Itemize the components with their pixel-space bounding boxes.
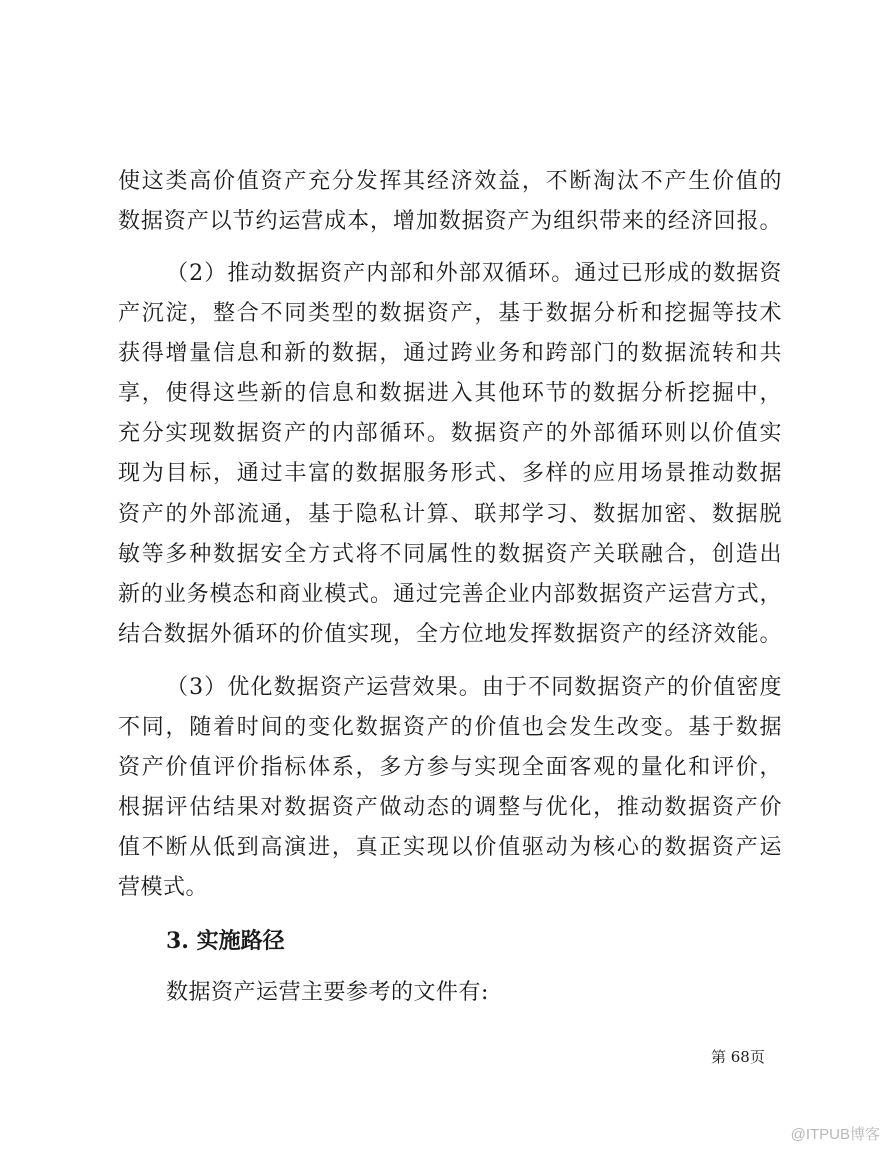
paragraph-2-line-4: 享，使得这些新的信息和数据进入其他环节的数据分析挖掘中， <box>118 381 782 406</box>
paragraph-3-line-1: （3）优化数据资产运营效果。由于不同数据资产的价值密度 <box>166 675 782 700</box>
page-number: 第 68页 <box>711 1048 765 1066</box>
paragraph-3-line-4: 根据评估结果对数据资产做动态的调整与优化，推动数据资产价 <box>118 795 782 820</box>
paragraph-2-line-3: 获得增量信息和新的数据，通过跨业务和跨部门的数据流转和共 <box>118 341 782 366</box>
section-intro: 数据资产运营主要参考的文件有: <box>166 980 489 1005</box>
paragraph-3-line-6: 营模式。 <box>118 875 209 900</box>
watermark: @ITPUB博客 <box>790 1126 880 1143</box>
paragraph-2-line-1: （2）推动数据资产内部和外部双循环。通过已形成的数据资 <box>166 261 782 286</box>
paragraph-2-line-6: 现为目标，通过丰富的数据服务形式、多样的应用场景推动数据 <box>118 461 782 486</box>
paragraph-2-line-2: 产沉淀，整合不同类型的数据资产，基于数据分析和挖掘等技术 <box>118 301 782 326</box>
paragraph-2-line-10: 结合数据外循环的价值实现，全方位地发挥数据资产的经济效能。 <box>118 622 782 647</box>
paragraph-2-line-8: 敏等多种数据安全方式将不同属性的数据资产关联融合，创造出 <box>118 542 782 567</box>
paragraph-2-line-5: 充分实现数据资产的内部循环。数据资产的外部循环则以价值实 <box>118 421 782 446</box>
paragraph-2-line-9: 新的业务模态和商业模式。通过完善企业内部数据资产运营方式， <box>118 582 782 607</box>
section-heading: 3. 实施路径 <box>166 928 285 954</box>
paragraph-1-line-2: 数据资产以节约运营成本，增加数据资产为组织带来的经济回报。 <box>118 209 782 234</box>
paragraph-3-line-3: 资产价值评价指标体系，多方参与实现全面客观的量化和评价， <box>118 755 782 780</box>
paragraph-3-line-5: 值不断从低到高演进，真正实现以价值驱动为核心的数据资产运 <box>118 835 782 860</box>
paragraph-3-line-2: 不同，随着时间的变化数据资产的价值也会发生改变。基于数据 <box>118 715 782 740</box>
paragraph-1-line-1: 使这类高价值资产充分发挥其经济效益，不断淘汰不产生价值的 <box>118 169 782 194</box>
paragraph-2-line-7: 资产的外部流通，基于隐私计算、联邦学习、数据加密、数据脱 <box>118 502 782 527</box>
